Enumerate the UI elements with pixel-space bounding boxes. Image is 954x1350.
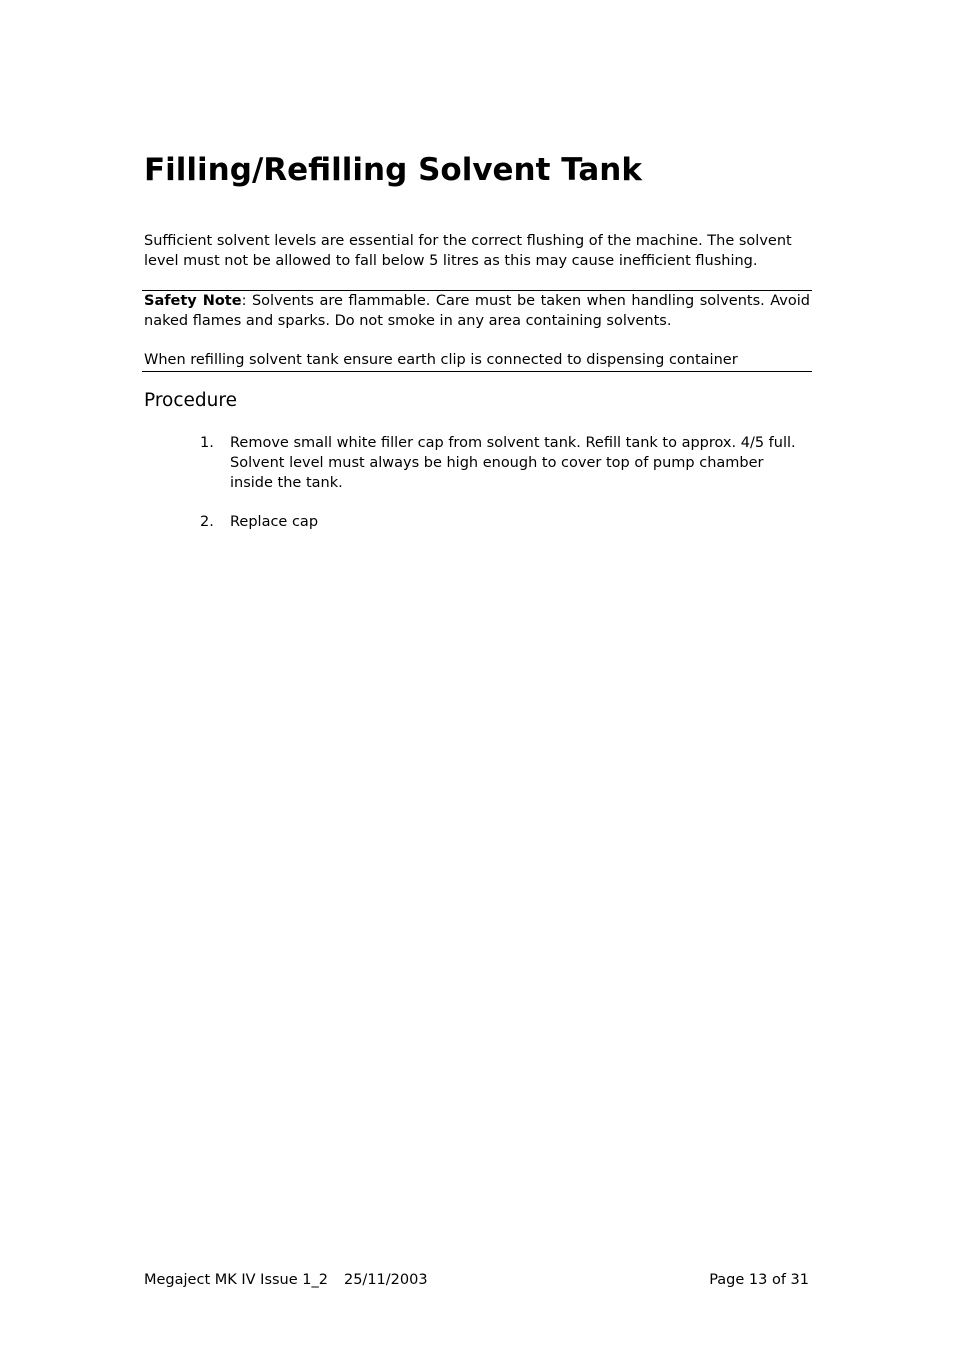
- footer-doc-name: Megaject MK IV Issue 1_2: [144, 1272, 328, 1288]
- safety-note-text: : Solvents are flammable. Care must be taken when handling solvents. Avoid naked flames and sparks. Do not smoke in any area containing solvents.: [144, 293, 810, 329]
- procedure-heading: Procedure: [144, 390, 237, 411]
- step-text: Remove small white filler cap from solvent tank. Refill tank to approx. 4/5 full. Solvent level must always be high enough to cover top of pump chamber inside the tank.: [230, 435, 796, 491]
- safety-bottom-rule: [142, 371, 812, 372]
- footer-document-info: [144, 1272, 428, 1288]
- safety-note-label: Safety Note: [144, 293, 242, 309]
- procedure-step: [200, 433, 800, 493]
- procedure-step: [200, 512, 800, 532]
- safety-top-rule: [142, 290, 812, 291]
- step-text: Replace cap: [230, 514, 319, 530]
- procedure-steps: [200, 433, 800, 551]
- refill-note: When refilling solvent tank ensure earth clip is connected to dispensing container: [144, 352, 738, 368]
- step-number: 1.: [200, 435, 214, 451]
- footer-date: 25/11/2003: [343, 1272, 428, 1288]
- page-title: Filling/Refilling Solvent Tank: [144, 152, 642, 188]
- intro-paragraph: Sufficient solvent levels are essential for the correct flushing of the machine. The solvent level must not be allowed to fall below 5 litres as this may cause inefficient flushing.: [144, 233, 792, 269]
- safety-note: [144, 292, 810, 331]
- step-number: 2.: [200, 514, 214, 530]
- footer-page-number: Page 13 of 31: [709, 1272, 809, 1288]
